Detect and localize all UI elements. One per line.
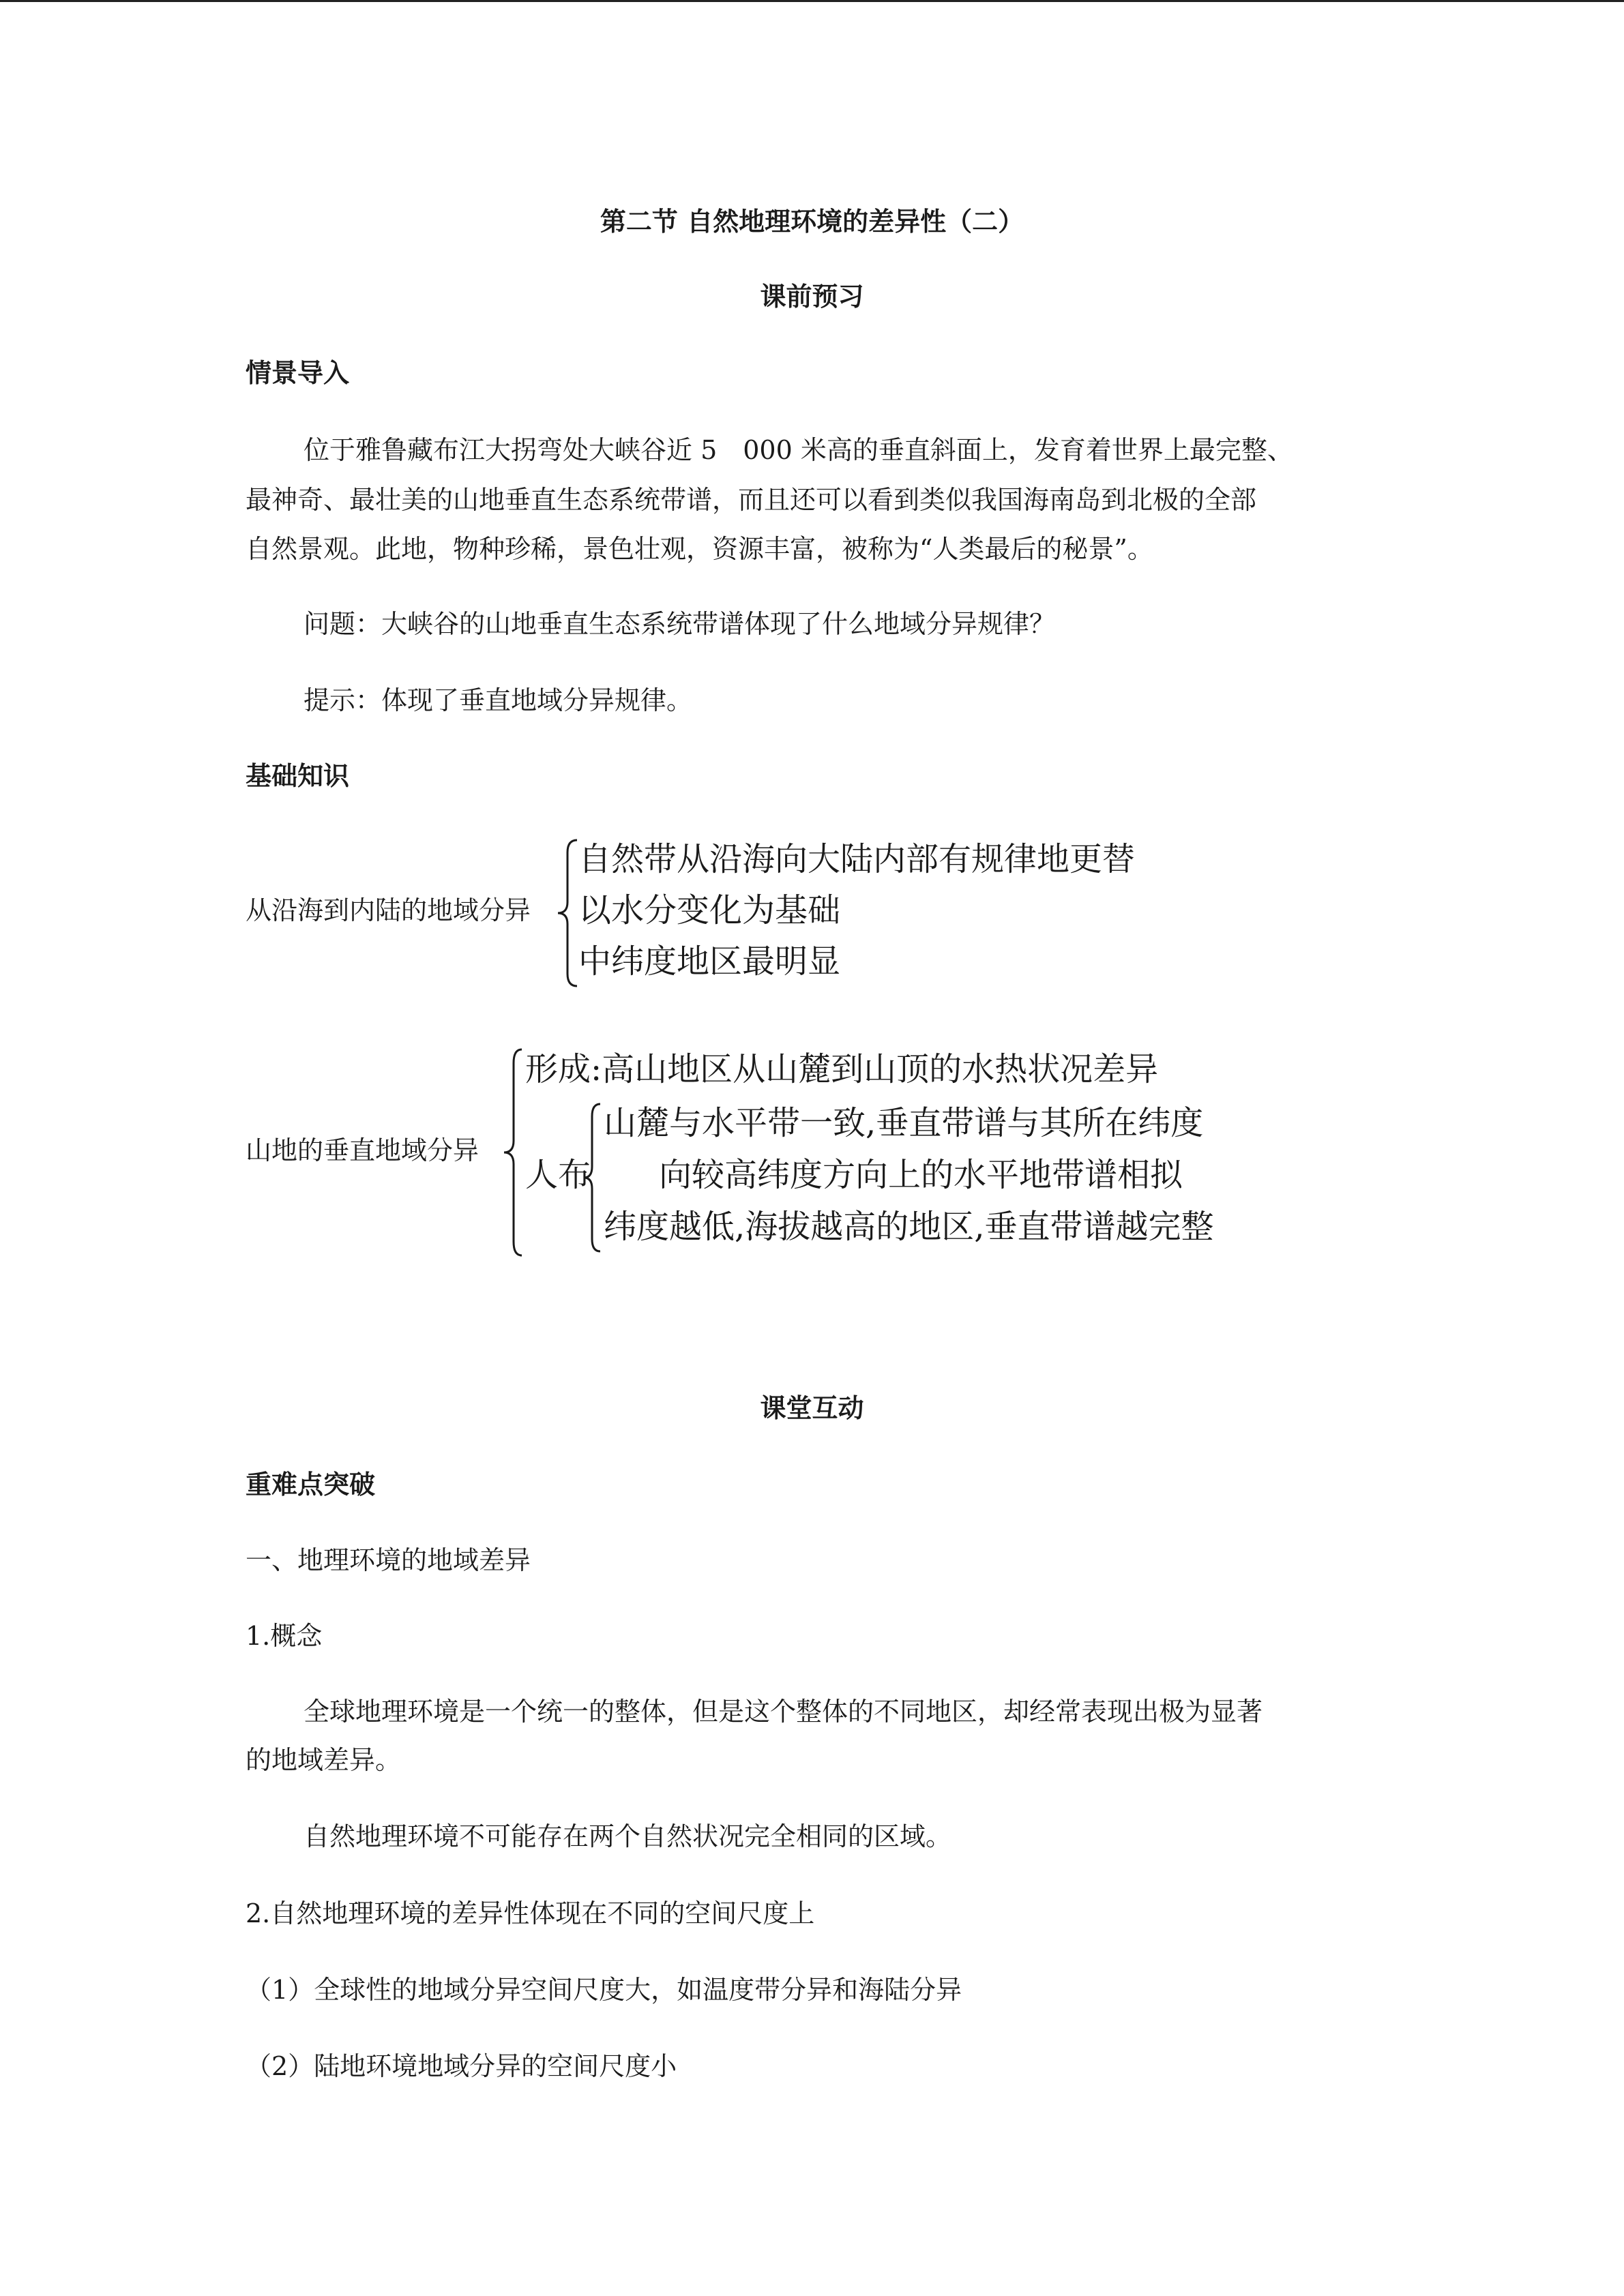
concept-title: 1.概念 (246, 1621, 323, 1651)
scenario-heading: 情景导入 (246, 357, 350, 388)
scenario-question: 问题：大峡谷的山地垂直生态系统带谱体现了什么地域分异规律？ (304, 609, 1056, 639)
vertical-distribution-label: 人布 (525, 1156, 591, 1194)
scale-title: 2.自然地理环境的差异性体现在不同的空间尺度上 (246, 1898, 815, 1928)
coastal-item-2: 以水分变化为基础 (578, 891, 841, 929)
scenario-paragraph-line-2: 最神奇、最壮美的山地垂直生态系统带谱，而且还可以看到类似我国海南岛到北极的全部 (246, 485, 1257, 515)
scenario-paragraph-line-3: 自然景观。此地，物种珍稀，景色壮观，资源丰富，被称为“人类最后的秘景”。 (246, 534, 1153, 564)
concept-paragraph-line-2: 的地域差异。 (246, 1745, 402, 1775)
section-preview-heading: 课前预习 (760, 281, 864, 312)
key-points-heading: 重难点突破 (246, 1469, 376, 1500)
concept-paragraph-line-1: 全球地理环境是一个统一的整体，但是这个整体的不同地区，却经常表现出极为显著 (304, 1697, 1263, 1727)
coastal-item-1: 自然带从沿海向大陆内部有规律地更替 (578, 840, 1136, 878)
vertical-distribution-item-1: 山麓与水平带一致,垂直带谱与其所在纬度 (604, 1104, 1204, 1142)
vertical-distribution-item-3: 纬度越低,海拔越高的地区,垂直带谱越完整 (604, 1208, 1214, 1246)
vertical-formation: 形成:高山地区从山麓到山顶的水热状况差异 (525, 1050, 1159, 1088)
concept-paragraph-2: 自然地理环境不可能存在两个自然状况完全相同的区域。 (304, 1821, 952, 1851)
page-title: 第二节 自然地理环境的差异性（二） (600, 206, 1024, 237)
scenario-hint: 提示：体现了垂直地域分异规律。 (304, 685, 693, 715)
scale-item-1: （1）全球性的地域分异空间尺度大，如温度带分异和海陆分异 (246, 1975, 962, 2005)
basics-heading: 基础知识 (246, 760, 350, 791)
vertical-distribution-item-2: 向较高纬度方向上的水平地带谱相拟 (659, 1156, 1183, 1194)
scale-item-2: （2）陆地环境地域分异的空间尺度小 (246, 2051, 677, 2081)
top-border (0, 0, 1624, 2)
section-class-heading: 课堂互动 (760, 1392, 864, 1423)
coastal-item-3: 中纬度地区最明显 (578, 942, 841, 981)
vertical-differentiation-label: 山地的垂直地域分异 (246, 1135, 479, 1165)
coastal-differentiation-label: 从沿海到内陆的地域分异 (246, 895, 531, 925)
subsection-1-title: 一、地理环境的地域差异 (246, 1545, 531, 1575)
scenario-paragraph-line-1: 位于雅鲁藏布江大拐弯处大峡谷近 5 000 米高的垂直斜面上，发育着世界上最完整、 (304, 435, 1293, 465)
